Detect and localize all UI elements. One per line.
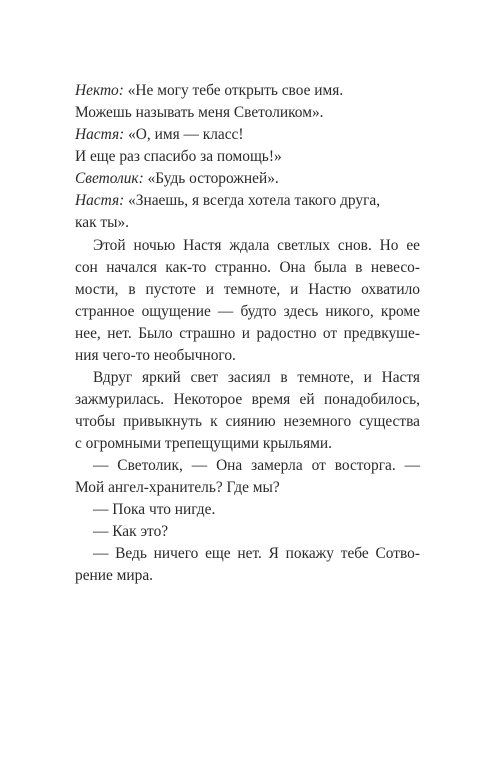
dialogue-line: — Светолик, — Она замерла от восторга. —: [93, 457, 420, 474]
text-line: сон начался как-то странно. Она была в невесо-: [75, 259, 420, 276]
speaker-name: Некто:: [75, 82, 124, 99]
text-line: чтобы привыкнуть к сиянию неземного существа: [75, 413, 420, 430]
dialogue-line: — Как это?: [93, 523, 169, 540]
chat-line: [75, 124, 420, 146]
chat-line: [75, 212, 420, 234]
text-line: Вдруг яркий свет засиял в темноте, и Настя: [93, 369, 420, 386]
chat-line: [75, 146, 420, 168]
speaker-name: Настя:: [75, 126, 125, 143]
dialogue-line: Мой ангел-хранитель? Где мы?: [75, 479, 280, 496]
message-text: И еще раз спасибо за помощь!»: [75, 148, 282, 165]
message-text: как ты».: [75, 214, 130, 231]
message-text: «О, имя — класс!: [124, 126, 244, 143]
speaker-name: Светолик:: [75, 170, 144, 187]
text-line: Этой ночью Настя ждала светлых снов. Но ее: [93, 237, 420, 254]
message-text: «Будь осторожней».: [143, 170, 279, 187]
dialogue-line: рение мира.: [75, 567, 154, 584]
message-text: «Не могу тебе открыть свое имя.: [123, 82, 344, 99]
speaker-name: Настя:: [75, 192, 125, 209]
text-line: нее, нет. Было страшно и радостно от предвкуше-: [75, 325, 420, 342]
chat-line: [75, 190, 420, 212]
text-line: с огромными трепещущими крыльями.: [75, 435, 333, 452]
text-line: ния чего-то необычного.: [75, 347, 236, 364]
message-text: «Знаешь, я всегда хотела такого друга,: [124, 192, 381, 209]
message-text: Можешь называть меня Светоликом».: [75, 104, 324, 121]
text-line: зажмурилась. Некоторое время ей понадобилось,: [75, 391, 420, 408]
chat-line: [75, 80, 420, 102]
chat-line: [75, 168, 420, 190]
text-line: странное ощущение — будто здесь никого, кроме: [75, 303, 420, 320]
dialogue-line: — Ведь ничего еще нет. Я покажу тебе Сотво-: [93, 545, 420, 562]
chat-log: [75, 80, 420, 234]
narrative-text: [75, 235, 420, 587]
chat-line: [75, 102, 420, 124]
dialogue-line: — Пока что нигде.: [93, 501, 216, 518]
text-line: мости, в пустоте и темноте, и Настю охватило: [75, 281, 420, 298]
